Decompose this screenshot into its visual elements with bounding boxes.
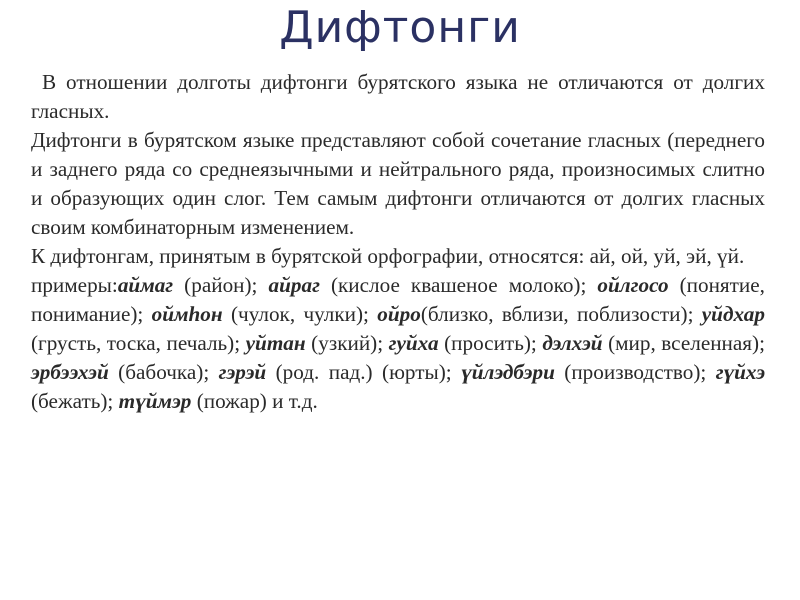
example-word: үйлэдбэри — [461, 360, 555, 384]
example-word: ойро — [377, 302, 421, 326]
example-gloss: (бежать); — [31, 389, 119, 413]
paragraph-orthography: К дифтонгам, принятым в бурятской орфографии, относятся: ай, ой, уй, эй, үй. — [31, 244, 745, 268]
example-word: уйтан — [245, 331, 306, 355]
paragraph-definition: Дифтонги в бурятском языке представляют собой сочетание гласных (переднего и заднего ряда со среднеязычными и нейтрального ряда, произносимых слитно и образующих один слог. Тем самым дифтонги отличаются от долгих гласных своим комбинаторным изменением. — [31, 128, 765, 239]
example-word: эрбээхэй — [31, 360, 109, 384]
example-gloss: (производство); — [554, 360, 716, 384]
example-word: оймһон — [151, 302, 223, 326]
example-word: гэрэй — [218, 360, 267, 384]
example-word: дэлхэй — [542, 331, 603, 355]
example-gloss: (бабочка); — [108, 360, 219, 384]
example-gloss: (узкий); — [305, 331, 389, 355]
example-gloss: (понятие, понимание); — [31, 273, 765, 326]
example-gloss: (чулок, чулки); — [222, 302, 378, 326]
example-word: аймаг — [117, 273, 174, 297]
paragraph-vowel-length: В отношении долготы дифтонги бурятского языка не отличаются от долгих гласных. — [31, 70, 765, 123]
example-gloss: (род. пад.) (юрты); — [266, 360, 462, 384]
example-word: гүйхэ — [715, 360, 765, 384]
example-gloss: (пожар) и т.д. — [191, 389, 318, 413]
examples-label: примеры: — [31, 273, 118, 297]
examples-paragraph — [31, 271, 765, 416]
example-gloss: (кислое квашеное молоко); — [319, 273, 598, 297]
example-gloss: (просить); — [438, 331, 543, 355]
example-gloss: (близко, вблизи, поблизости); — [420, 302, 702, 326]
example-word: түймэр — [118, 389, 192, 413]
example-gloss: (район); — [173, 273, 269, 297]
example-gloss: (мир, вселенная); — [602, 331, 765, 355]
example-word: уйдхар — [701, 302, 765, 326]
example-gloss: (грусть, тоска, печаль); — [31, 331, 246, 355]
slide-body — [31, 68, 765, 416]
slide-title: Дифтонги — [279, 2, 521, 53]
example-word: ойлгосо — [597, 273, 669, 297]
example-word: айраг — [268, 273, 320, 297]
example-word: гуйха — [388, 331, 439, 355]
